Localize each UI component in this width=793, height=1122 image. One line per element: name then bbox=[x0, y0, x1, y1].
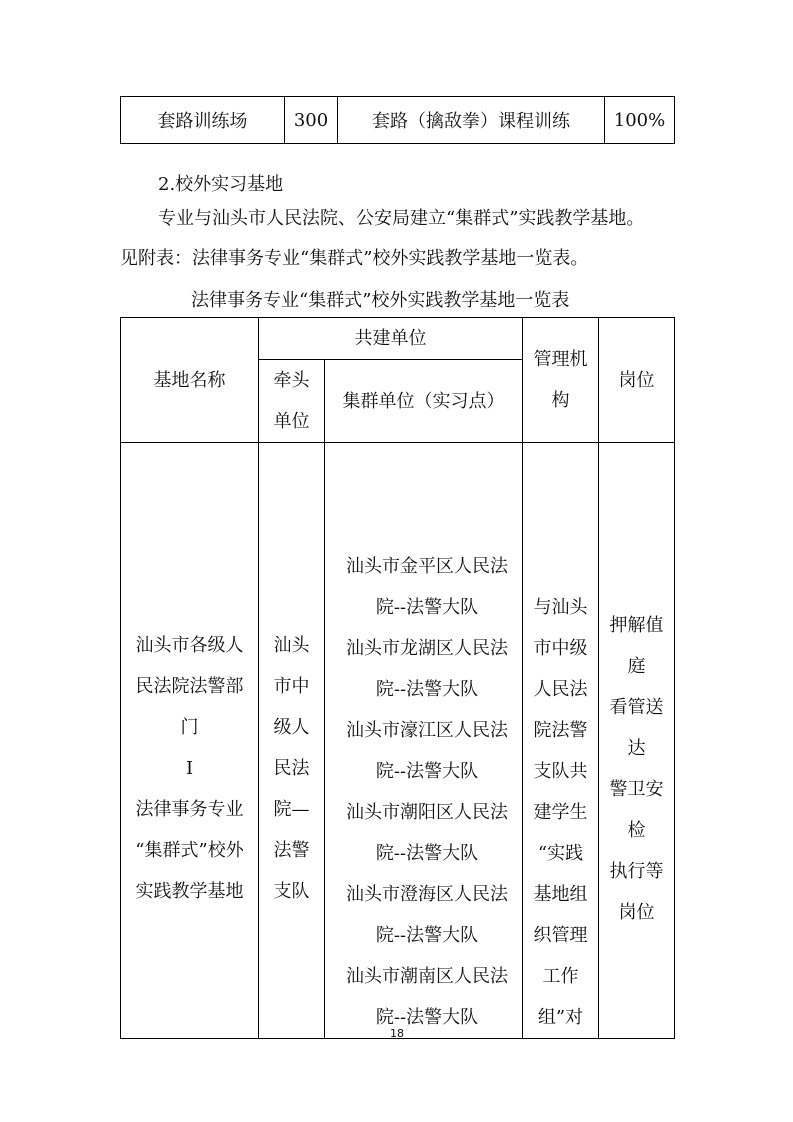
post-line: 岗位 bbox=[618, 901, 655, 923]
venue-cell: 套路训练场 bbox=[121, 97, 285, 144]
base-name-line: “集群式”校外 bbox=[135, 840, 244, 861]
post-line: 检 bbox=[627, 819, 646, 841]
cluster-line: 汕头市濠江区人民法 bbox=[346, 720, 508, 741]
paragraph-line-1: 专业与汕头市人民法院、公安局建立“集群式”实践教学基地。 bbox=[158, 208, 645, 229]
table-title: 法律事务专业“集群式”校外实践教学基地一览表 bbox=[191, 290, 570, 311]
lead-unit-line: 级人 bbox=[273, 717, 310, 738]
lead-unit-line: 汕头 bbox=[273, 635, 310, 656]
cluster-line: 院--法警大队 bbox=[375, 597, 479, 618]
post-line: 看管送 bbox=[609, 696, 664, 718]
mgmt-line: 人民法 bbox=[533, 679, 588, 700]
lead-unit-line: 市中 bbox=[273, 676, 310, 697]
cluster-line: 汕头市潮南区人民法 bbox=[346, 966, 508, 987]
training-venue-table bbox=[120, 96, 675, 144]
lead-unit-line: 法警 bbox=[273, 840, 310, 861]
header-lead-line: 单位 bbox=[273, 411, 310, 432]
mgmt-line: 市中级 bbox=[533, 638, 588, 659]
base-name-line: 民法院法警部 bbox=[135, 676, 244, 697]
mgmt-line: 组”对 bbox=[537, 1007, 584, 1028]
rate-cell: 100% bbox=[605, 97, 675, 144]
mgmt-line: 基地组 bbox=[533, 884, 588, 905]
post-line: 执行等 bbox=[609, 860, 664, 882]
mgmt-line: 工作 bbox=[542, 966, 579, 987]
cluster-line: 院--法警大队 bbox=[375, 1007, 479, 1028]
mgmt-line: 织管理 bbox=[533, 925, 588, 946]
base-name-line: 门 bbox=[180, 717, 199, 738]
post-line: 庭 bbox=[627, 655, 646, 677]
base-name-line: 汕头市各级人 bbox=[135, 635, 244, 656]
base-name-line: 法律事务专业 bbox=[135, 799, 244, 820]
mgmt-line: 支队共 bbox=[533, 761, 588, 782]
header-cluster-unit: 集群单位（实习点） bbox=[325, 360, 523, 443]
header-lead-unit bbox=[259, 360, 325, 443]
mgmt-line: “实践 bbox=[537, 843, 584, 864]
base-name-line: I bbox=[185, 758, 194, 779]
header-mgmt-line: 管理机 bbox=[533, 349, 588, 370]
mgmt-line: 与汕头 bbox=[533, 597, 588, 618]
capacity-cell: 300 bbox=[285, 97, 338, 144]
header-co-build: 共建单位 bbox=[259, 318, 523, 360]
post-line: 押解值 bbox=[609, 614, 664, 636]
section-title: 2.校外实习基地 bbox=[158, 174, 284, 195]
post-cell bbox=[599, 443, 675, 1039]
cluster-line: 汕头市潮阳区人民法 bbox=[346, 802, 508, 823]
lead-unit-line: 民法 bbox=[273, 758, 310, 779]
cluster-line: 院--法警大队 bbox=[375, 843, 479, 864]
lead-unit-line: 院— bbox=[273, 799, 310, 820]
base-name-cell bbox=[121, 443, 259, 1039]
practice-base-table bbox=[120, 317, 675, 1039]
header-mgmt bbox=[523, 318, 599, 443]
cluster-line: 院--法警大队 bbox=[375, 925, 479, 946]
base-name-line: 实践教学基地 bbox=[135, 881, 244, 902]
post-line: 达 bbox=[627, 737, 646, 759]
table-row bbox=[121, 97, 675, 144]
lead-unit-line: 支队 bbox=[273, 881, 310, 902]
post-line: 警卫安 bbox=[609, 778, 664, 800]
header-post: 岗位 bbox=[599, 318, 675, 443]
mgmt-line: 建学生 bbox=[533, 802, 588, 823]
cluster-line: 汕头市龙湖区人民法 bbox=[346, 638, 508, 659]
cluster-line: 院--法警大队 bbox=[375, 679, 479, 700]
mgmt-line: 院法警 bbox=[533, 720, 588, 741]
header-row-1 bbox=[121, 318, 675, 360]
page-number: 18 bbox=[390, 1027, 404, 1040]
cluster-unit-cell bbox=[325, 443, 523, 1039]
cluster-line: 院--法警大队 bbox=[375, 761, 479, 782]
cluster-line: 汕头市金平区人民法 bbox=[346, 556, 508, 577]
cluster-line: 汕头市澄海区人民法 bbox=[346, 884, 508, 905]
table-row bbox=[121, 443, 675, 1039]
header-mgmt-line: 构 bbox=[551, 390, 570, 411]
paragraph-line-2: 见附表：法律事务专业“集群式”校外实践教学基地一览表。 bbox=[120, 248, 589, 269]
header-base-name: 基地名称 bbox=[121, 318, 259, 443]
course-cell: 套路（擒敌拳）课程训练 bbox=[338, 97, 605, 144]
mgmt-cell bbox=[523, 443, 599, 1039]
header-lead-line: 牵头 bbox=[273, 370, 310, 391]
lead-unit-cell bbox=[259, 443, 325, 1039]
